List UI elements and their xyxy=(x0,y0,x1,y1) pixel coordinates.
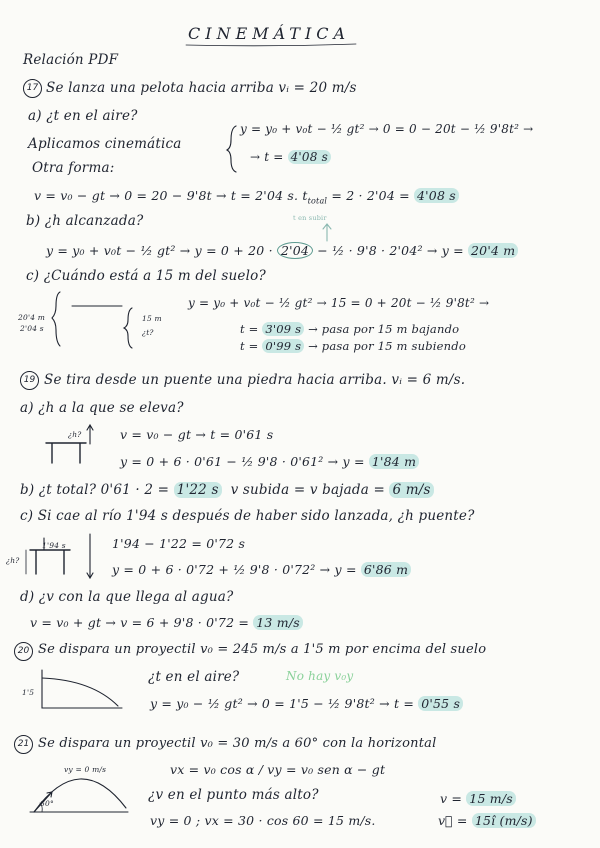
bridge-19c xyxy=(30,550,70,574)
p21-fig-angle: 60° xyxy=(40,799,54,808)
p19-qc-fig2: ¿h? xyxy=(6,556,20,565)
p17-question-c: c) ¿Cuándo está a 15 m del suelo? xyxy=(26,268,266,284)
subtitle: Relación PDF xyxy=(23,52,119,68)
bridge-19a xyxy=(46,443,86,463)
brace-17c-left xyxy=(52,292,60,346)
p17-qc-eq: y = y₀ + v₀t − ½ gt² → 15 = 0 + 20t − ½ 9'8t² → xyxy=(188,296,490,310)
p17-qc-right2: ¿t? xyxy=(142,328,154,337)
p21-eq1: vx = v₀ cos α / vy = v₀ sen α − gt xyxy=(170,762,386,777)
p17-qc-t2: t = 0'99 s → pasa por 15 m subiendo xyxy=(240,339,466,353)
p19-qd-eq: v = v₀ + gt → v = 6 + 9'8 · 0'72 = 13 m/s xyxy=(30,615,303,630)
arrow-19a xyxy=(87,425,93,444)
p19-qa-fig: ¿h? xyxy=(68,430,82,439)
p19-question-d: d) ¿v con la que llega al agua? xyxy=(20,589,234,605)
p19-question-c: c) Si cae al río 1'94 s después de haber sido lanzada, ¿h puente? xyxy=(20,508,475,524)
problem-number-20: 20 xyxy=(14,642,33,661)
arrow-19c-down xyxy=(87,534,93,578)
problem-21-statement: Se dispara un proyectil v₀ = 30 m/s a 60° con la horizontal xyxy=(38,736,437,751)
p17-qc-side2: 2'04 s xyxy=(20,324,44,333)
problem-20-statement: Se dispara un proyectil v₀ = 245 m/s a 1'5 m por encima del suelo xyxy=(38,642,487,657)
problem-number-21: 21 xyxy=(14,735,33,754)
p19-question-a: a) ¿h a la que se eleva? xyxy=(20,400,184,416)
p20-eq: y = y₀ − ½ gt² → 0 = 1'5 − ½ 9'8t² → t = 0'55 s xyxy=(150,696,463,711)
trajectory-20 xyxy=(42,678,118,706)
p21-eq2: vy = 0 ; vx = 30 · cos 60 = 15 m/s. xyxy=(150,813,376,828)
p17-qb-eq: y = y₀ + v₀t − ½ gt² → y = 0 + 20 · 2'04 − ½ · 9'8 · 2'04² → y = 20'4 m xyxy=(46,243,518,258)
p21-question: ¿v en el punto más alto? xyxy=(148,787,319,803)
page-title: CINEMÁTICA xyxy=(188,24,351,43)
title-underline xyxy=(186,44,356,46)
p17-qc-t1: t = 3'09 s → pasa por 15 m bajando xyxy=(240,322,460,336)
p20-question: ¿t en el aire? xyxy=(148,669,240,685)
p17-qa-label: Aplicamos cinemática xyxy=(28,136,182,152)
p21-fig-top: vy = 0 m/s xyxy=(64,765,107,774)
brace-17a xyxy=(227,126,236,172)
p17-qc-right1: 15 m xyxy=(142,314,162,323)
p21-result2: v⃗ = 15î (m/s) xyxy=(438,813,536,828)
trajectory-21 xyxy=(34,779,126,812)
p17-qa-eq3: v = v₀ − gt → 0 = 20 − 9'8t → t = 2'04 s. $t_{total} = 2 \cdot 2'04 = 4'08$ s xyxy=(34,188,459,206)
p17-question-b: b) ¿h alcanzada? xyxy=(26,213,144,229)
p17-qa-other: Otra forma: xyxy=(32,160,115,176)
problem-number-17: 17 xyxy=(23,79,42,98)
p17-question-a: a) ¿t en el aire? xyxy=(28,108,138,124)
problem-17-statement: Se lanza una pelota hacia arriba vᵢ = 20 m/s xyxy=(46,80,357,96)
p19-qa-eq1: v = v₀ − gt → t = 0'61 s xyxy=(120,427,274,442)
p17-qa-result2: 4'08 s xyxy=(414,188,459,203)
p17-qb-result: 20'4 m xyxy=(468,243,518,258)
p21-result1: v = 15 m/s xyxy=(440,791,516,806)
brace-17c-right xyxy=(124,308,132,348)
p19-qc-eq2: y = 0 + 6 · 0'72 + ½ 9'8 · 0'72² → y = 6'86 m xyxy=(112,562,411,577)
p19-qc-fig1: 1'94 s xyxy=(42,541,66,550)
p17-qa-eq2: → t = 4'08 s xyxy=(250,150,331,164)
p17-qa-eq1: y = y₀ + v₀t − ½ gt² → 0 = 0 − 20t − ½ 9'8t² → xyxy=(240,122,534,136)
p19-qc-eq1: 1'94 − 1'22 = 0'72 s xyxy=(112,536,246,551)
velocity-arrow-21 xyxy=(34,792,52,812)
p17-qb-note: t en subir xyxy=(293,214,327,222)
p17-qb-circled: 2'04 xyxy=(277,242,313,259)
p20-note: No hay v₀y xyxy=(286,669,354,683)
p20-fig-label: 1'5 xyxy=(22,688,35,697)
p17-qa-result: 4'08 s xyxy=(288,150,331,164)
p17-qc-side1: 20'4 m xyxy=(18,313,46,322)
arrow-t-subir xyxy=(323,224,331,241)
problem-number-19: 19 xyxy=(20,371,39,390)
axes-20 xyxy=(42,670,122,708)
p19-qa-eq2: y = 0 + 6 · 0'61 − ½ 9'8 · 0'61² → y = 1'84 m xyxy=(120,454,419,469)
problem-19-statement: Se tira desde un puente una piedra hacia arriba. vᵢ = 6 m/s. xyxy=(44,372,466,388)
p19-question-b: b) ¿t total? 0'61 · 2 = 1'22 s v subida = v bajada = 6 m/s xyxy=(20,482,434,498)
